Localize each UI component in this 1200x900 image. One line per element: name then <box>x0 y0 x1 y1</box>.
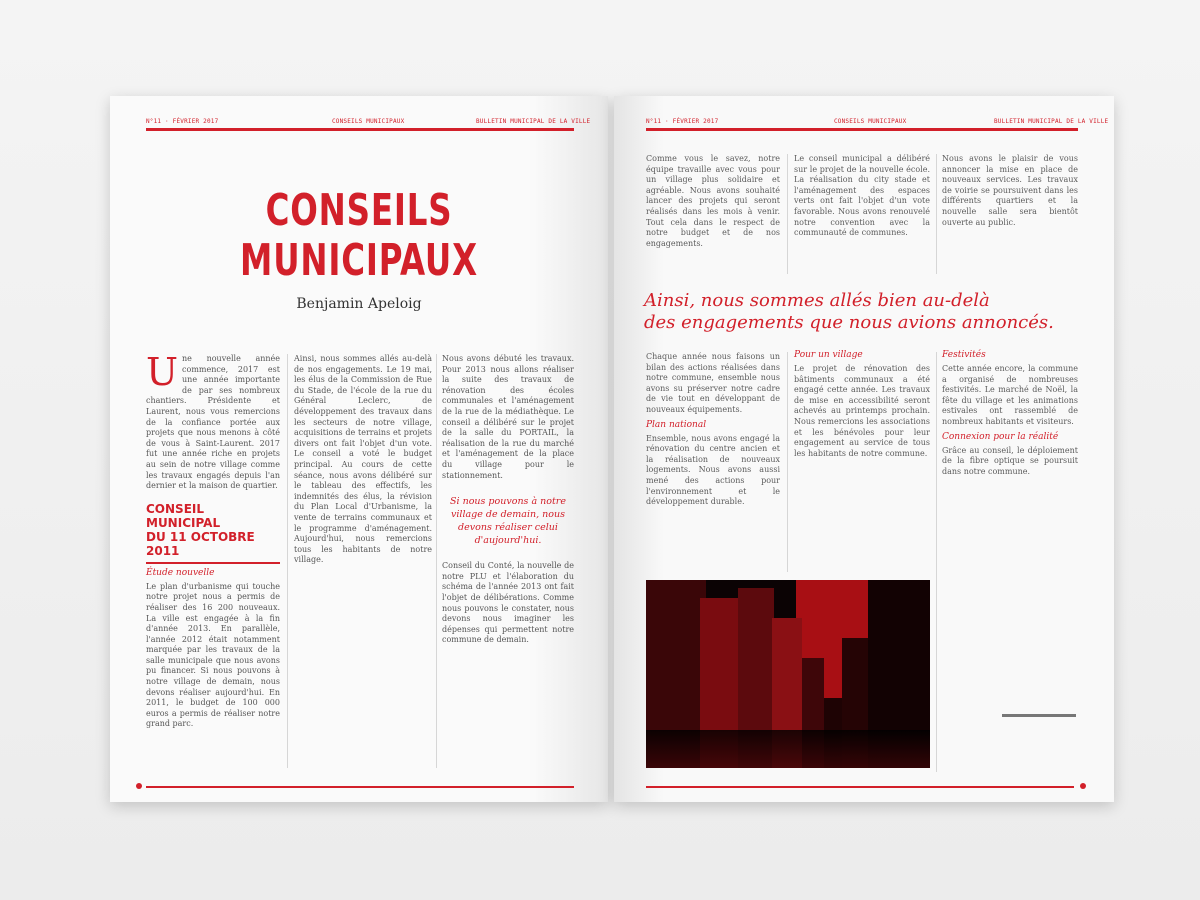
column-divider <box>436 354 437 768</box>
mid-column-3-paragraph: Cette année encore, la commune a organisé de nombreuses festivités. Le marché de Noël, la fête du village et les animations estivales ont rassemblé de nombreux habitants et visiteurs. <box>942 364 1078 426</box>
author-byline: Benjamin Apeloig <box>296 296 422 312</box>
footer-dot-right <box>1080 783 1086 789</box>
right-mid-column-2 <box>794 346 930 459</box>
right-top-column-3 <box>942 154 1078 228</box>
left-column-3 <box>442 354 574 646</box>
page-title <box>155 186 563 286</box>
footer-rule-right <box>646 786 1074 788</box>
mid-column-3-paragraph-2: Grâce au conseil, le déploiement de la fibre optique se poursuit dans notre commune. <box>942 445 1078 476</box>
magazine-spread <box>110 96 1114 804</box>
left-column-2 <box>294 354 432 566</box>
column-divider <box>936 154 937 274</box>
top-column-3-paragraph: Nous avons le plaisir de vous annoncer la mise en place de nouveaux services. Les travaux de voirie se poursuivent dans les différents quartiers et la nouvelle salle sera bientôt ouverte au public. <box>942 154 1078 227</box>
mid-column-2-subhead: Pour un village <box>794 350 863 360</box>
right-top-column-1 <box>646 154 780 249</box>
top-column-2-paragraph: Le conseil municipal a délibéré sur le projet de la nouvelle école. La réalisation du city stade et l'aménagement des espaces verts ont fait l'objet d'un vote favorable. Nous avons renouvelé notre convention avec la communauté de communes. <box>794 154 930 238</box>
folio-right-right-page: BULLETIN MUNICIPAL DE LA VILLE <box>994 118 1109 125</box>
mid-column-3-subhead-2: Connexion pour la réalité <box>942 431 1059 442</box>
footer-dot <box>136 783 142 789</box>
mid-column-2-paragraph: Le projet de rénovation des bâtiments communaux a été engagé cette année. Les travaux de mise en accessibilité seront achevés au printemps prochain. Nous remercions les associations et les bénévoles pour leur engagement au service de tous les habitants de notre commune. <box>794 364 930 458</box>
street-shadow <box>646 730 930 768</box>
feature-quote <box>644 290 1084 334</box>
column-3-paragraph: Nous avons débuté les travaux. Pour 2013 nous allons réaliser la suite des travaux de rénovation des écoles communales et l'aménagement de la rue de la médiathèque. Le conseil a délibéré sur le projet de la salle du PORTAIL, la réalisation de la rue du marché et l'aménagement de la place du village pour le stationnement. <box>442 354 574 480</box>
folio-center: CONSEILS MUNICIPAUX <box>332 118 405 125</box>
section-rule <box>146 562 280 564</box>
right-top-column-2 <box>794 154 930 239</box>
column-1-subhead: Étude nouvelle <box>146 567 215 578</box>
folio-left: N°11 · FÉVRIER 2017 <box>146 118 219 125</box>
feature-quote-line-2: des engagements que nous avions annoncés. <box>644 312 1054 333</box>
mid-column-1-paragraph: Chaque année nous faisons un bilan des actions réalisées dans notre commune, ensemble nous avons su préserver notre cadre de vie tout en développant de nouveaux équipements. <box>646 352 780 414</box>
top-column-1-paragraph: Comme vous le savez, notre équipe travaille avec vous pour un village plus solidaire et agréable. Nous avons souhaité lancer des projets qui seront réalisés dans les mois à venir. Tout cela dans le respect de notre budget et de nos engagements. <box>646 154 780 248</box>
column-divider <box>936 352 937 772</box>
mid-column-1-subhead: Plan national <box>646 419 707 430</box>
column-divider <box>787 352 788 572</box>
drop-cap: U <box>146 350 179 394</box>
right-mid-column-3 <box>942 346 1078 477</box>
header-rule-right <box>646 128 1078 131</box>
footer-rule <box>146 786 574 788</box>
column-3-paragraph-2: Conseil du Conté, la nouvelle de notre PLU et l'élaboration du schéma de l'année 2013 ont fait l'objet de délibérations. Comme nous pouvons le constater, nous devons nous imaginer les dépenses qui permettent notre commune de demain. <box>442 561 574 645</box>
column-divider <box>787 154 788 274</box>
red-city-photo <box>646 580 930 768</box>
right-mid-column-1 <box>646 352 780 508</box>
folio-center-right-page: CONSEILS MUNICIPAUX <box>834 118 907 125</box>
column-1-paragraph: Une nouvelle année commence, 2017 est une année importante de par ses nombreux chantiers. Présidente et Laurent, nous vous remercions de la confiance portée aux projets que nous menons à côté de vous à Saint-Laurent. 2017 fut une année riche en projets au sein de notre village comme les travaux engagés depuis l'an dernier et la maison de quartier. <box>146 350 280 491</box>
title-line-2: MUNICIPAUX <box>240 235 478 286</box>
left-page <box>110 96 608 802</box>
feature-quote-line-1: Ainsi, nous sommes allés bien au-delà <box>644 290 990 311</box>
column-divider <box>287 354 288 768</box>
left-column-1 <box>146 350 280 730</box>
header-rule <box>146 128 574 131</box>
mid-column-3-subhead: Festivités <box>942 350 986 360</box>
folio-right: BULLETIN MUNICIPAL DE LA VILLE <box>476 118 591 125</box>
column-2-paragraph: Ainsi, nous sommes allés au-delà de nos engagements. Le 19 mai, les élus de la Commission de Rue du Stade, de l'école de la rue du Général Leclerc, de développement des travaux dans les secteurs de notre village, acquisitions de terrains et projets divers ont fait l'objet d'un vote. Le conseil a voté le budget principal. Au cours de cette séance, nous avons délibéré sur le tableau des effectifs, les indemnités des élus, la révision du Plan Local d'Urbanisme, la vente de terrains communaux et le programme d'aménagement. Aujourd'hui, nous remercions tous les habitants de notre village. <box>294 354 432 565</box>
section-heading: CONSEIL MUNICIPAL DU 11 OCTOBRE 2011 <box>146 501 255 558</box>
decorative-bar <box>1002 714 1076 717</box>
pull-quote: Si nous pouvons à notre village de demain, nous devons réaliser celui d'aujourd'hui. <box>450 496 566 547</box>
column-1-paragraph-2: Le plan d'urbanisme qui touche notre projet nous a permis de réaliser des 16 200 nouveaux. La ville est engagée à la fin d'année 2013. En parallèle, l'année 2012 était notamment marquée par les travaux de la salle municipale que nous avons pu financer. Si nous pouvons à notre village de demain, nous devons réaliser aujourd'hui. En 2011, le budget de 100 000 euros a permis de réaliser notre grand parc. <box>146 581 280 729</box>
folio-left-right-page: N°11 · FÉVRIER 2017 <box>646 118 719 125</box>
mid-column-1-paragraph-2: Ensemble, nous avons engagé la rénovation du centre ancien et la réalisation de nouveaux logements. Nous avons aussi mené des actions pour l'environnement et le développement durable. <box>646 433 780 507</box>
title-line-1: CONSEILS <box>265 185 453 236</box>
